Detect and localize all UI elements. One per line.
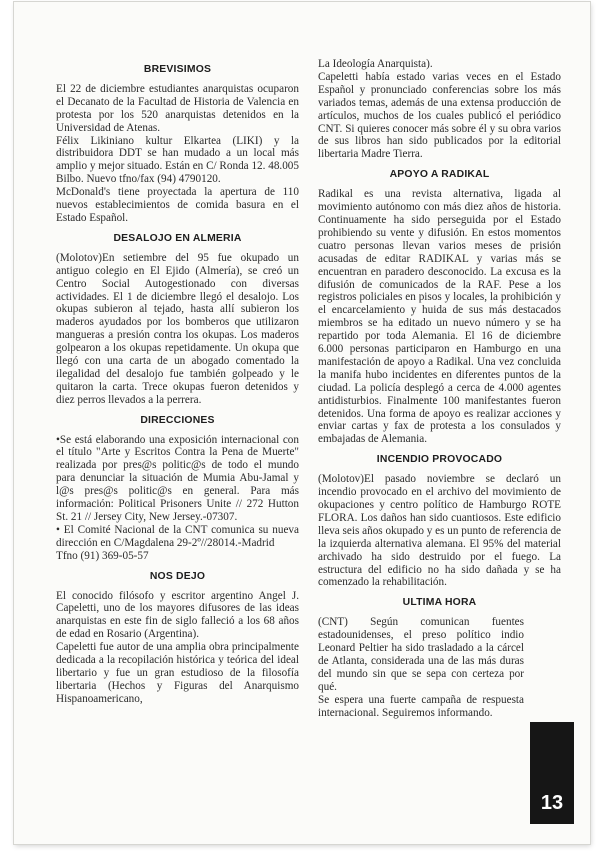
- left-column: [56, 64, 299, 706]
- nosdejo-paragraph-2: Capeletti fue autor de una amplia obra principalmente dedicada a la recopilación histórica y teórica del ideal libertario y fue un gran estudioso de la filosofía libertaria (Hechos y Figuras del Anarquismo Hispanoamericano,: [56, 641, 299, 705]
- incendio-paragraph: (Molotov)El pasado noviembre se declaró un incendio provocado en el archivo del movimiento de okupaciones y centro político de Hamburgo ROTE FLORA. Los daños han sido cuantiosos. Este edificio lleva seis años okupado y es un punto de referencia de la izquierda alternativa alemana. El 95% del material archivado ha sido destruido por el fuego. La estructura del edificio no ha sido dañada y se ha comenzado la rehabilitación.: [318, 473, 561, 589]
- direcciones-paragraph-2: • El Comité Nacional de la CNT comunica su nueva dirección en C/Magdalena 29-2º//28014.-Madrid: [56, 523, 299, 549]
- almeria-paragraph: (Molotov)En setiembre del 95 fue okupado un antiguo colegio en El Ejido (Almería), se creó un Centro Social Autogestionado con diversas actividades. El 1 de diciembre llegó el desalojo. Los okupas subieron al tejado, hasta allí subieron los maderos ayudados por los bomberos que utilizaron mangueras a presión contra los okupas. Los maderos golpearon a los okupas repetidamente. Un okupa que llegó con una carta de un abogado comentado la ilegalidad del desalojo fue también golpeado y le quitaron la carta. Trece okupas fueron detenidos y diez perros llevados a la perrera.: [56, 251, 299, 406]
- heading-brevisimos: BREVISIMOS: [143, 64, 212, 75]
- heading-desalojo-almeria: DESALOJO EN ALMERIA: [113, 232, 242, 244]
- brevisimos-paragraph-1: El 22 de diciembre estudiantes anarquistas ocuparon el Decanato de la Facultad de Historia de Valencia en protesta por los 520 anarquistas detenidos en la Universidad de Atenas.: [56, 82, 299, 134]
- brevisimos-paragraph-3: McDonald's tiene proyectada la apertura de 110 nuevos establecimientos de comida basura en el Estado Español.: [56, 186, 299, 224]
- page-number: 13: [540, 792, 564, 814]
- page-number-tab: [530, 722, 574, 824]
- direcciones-phone: Tfno (91) 369-05-57: [56, 549, 149, 562]
- heading-nos-dejo: NOS DEJO: [149, 570, 206, 582]
- continued-paragraph-2: Capeletti había estado varias veces en el Estado Español y pronunciado conferencias sobre los más variados temas, además de una extensa producción de artículos, muchos de los cuales publicó el periódico CNT. Si quieres conocer más sobre él y su obra varios de sus libros han sido publicados por la editorial libertaria Madre Tierra.: [318, 70, 561, 161]
- heading-incendio-provocado: INCENDIO PROVOCADO: [376, 454, 503, 466]
- right-column: [318, 58, 561, 720]
- nosdejo-paragraph-1: El conocido filósofo y escritor argentino Angel J. Capeletti, uno de los mayores difusores de las ideas anarquistas en este fin de siglo falleció a los 68 años de edad en Rosario (Argentina).: [56, 589, 299, 641]
- heading-ultima-hora: ULTIMA HORA: [402, 597, 477, 609]
- heading-direcciones: DIRECCIONES: [140, 414, 215, 426]
- brevisimos-paragraph-2: Félix Likiniano kultur Elkartea (LIKI) y la distribuidora DDT se han mudado a un local más amplio y mejor situado. Están en C/ Ronda 12. 48.005 Bilbo. Nuevo tfno/fax (94) 4790120.: [56, 134, 299, 186]
- ultima-paragraph-1: (CNT) Según comunican fuentes estadounidenses, el preso político indio Leonard Peltier ha sido trasladado a la cárcel de Atlanta, considerada una de las más duras del mundo sin que se sepa con certeza por qué.: [318, 616, 524, 693]
- heading-apoyo-radikal: APOYO A RADIKAL: [389, 169, 490, 181]
- ultima-paragraph-2: Se espera una fuerte campaña de respuesta internacional. Seguiremos informando.: [318, 693, 524, 719]
- continued-paragraph-1: La Ideología Anarquista).: [318, 58, 433, 70]
- direcciones-paragraph-1: •Se está elaborando una exposición internacional con el título "Arte y Escritos Contra la Pena de Muerte" realizada por pres@s politic@s de todo el mundo para denunciar la situación de Mumia Abu-Jamal y l@s pres@s politic@s en general. Para más información: Political Prisoners Unite // 272 Hutton St. 21 // Jersey City, New Jersey.-07307.: [56, 433, 299, 523]
- radikal-paragraph: Radikal es una revista alternativa, ligada al movimiento autónomo con más diez años de historia. Continuamente ha sido perseguida por el Estado prohibiendo su vente y difusión. En estos momentos cuatro personas llevan varios meses de prisión acusadas de editar RADIKAL y varias más se encuentran en paradero desconocido. La excusa es la difusión de comunicados de la RAF. Pese a los registros policiales en pisos y locales, la prohibición y el encarcelamiento y huida de sus más destacados miembros se ha editado un nuevo número y se ha repartido por toda Alemania. El 16 de diciembre 6.000 personas participaron en Hamburgo en una manifestación de apoyo a Radikal. Una vez concluida la manifa hubo incidentes en diferentes puntos de la ciudad. La policía desplegó a cerca de 4.000 agentes antidisturbios. Finalmente 100 manifestantes fueron detenidos. Una forma de apoyo es realizar acciones y enviar cartas y fax de protesta a los consulados y embajadas de Alemania.: [318, 188, 561, 446]
